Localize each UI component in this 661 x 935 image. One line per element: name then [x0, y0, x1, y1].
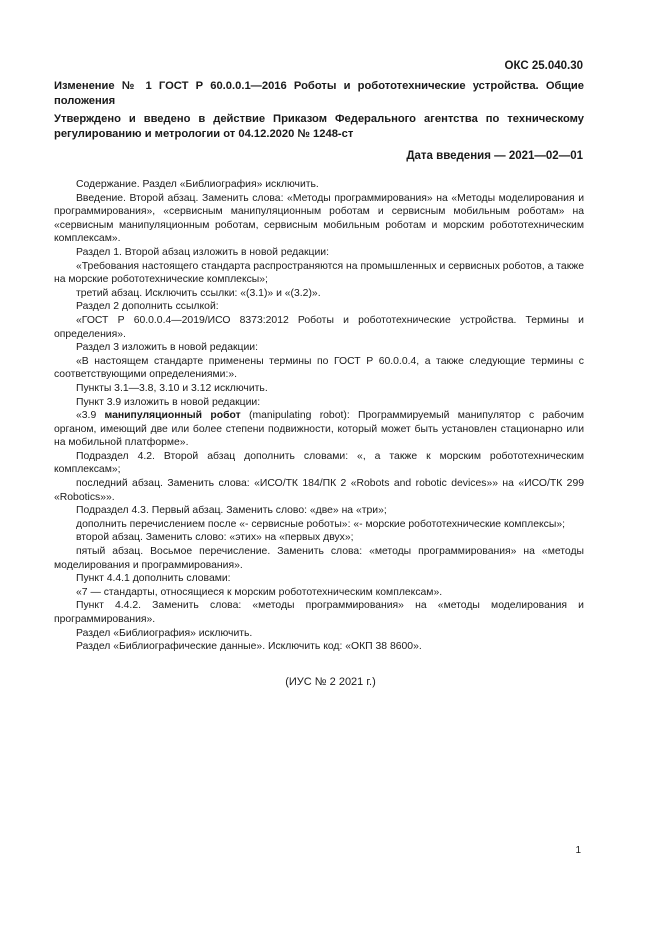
paragraph: второй абзац. Заменить слово: «этих» на «первых двух»;: [76, 532, 354, 544]
paragraph-term-definition: [54, 409, 584, 450]
paragraph: Раздел «Библиографические данные». Исключить код: «ОКП 38 8600».: [76, 641, 422, 653]
paragraph: последний абзац. Заменить слова: «ИСО/ТК 184/ПК 2 «Robots and robotic devices»» на «ИСО/ТК 299 «Robotics»».: [54, 478, 584, 503]
paragraph: третий абзац. Исключить ссылки: «(3.1)» и «(3.2)».: [76, 287, 321, 299]
paragraph: Раздел «Библиография» исключить.: [76, 627, 253, 639]
page-number: 1: [575, 845, 581, 856]
paragraph: дополнить перечислением после «- сервисные роботы»: «- морские робототехнические комплексы»;: [76, 518, 566, 530]
paragraph: Содержание. Раздел «Библиография» исключить.: [76, 179, 319, 190]
paragraph: Раздел 2 дополнить ссылкой:: [76, 301, 219, 313]
term-number: «3.9: [76, 410, 105, 422]
effective-date: Дата введения — 2021—02—01: [406, 150, 583, 162]
change-title: Изменение № 1 ГОСТ Р 60.0.0.1—2016 Роботы и робототехнические устройства. Общие положения: [54, 80, 584, 107]
paragraph: Пункт 4.4.2. Заменить слова: «методы программирования» на «методы моделирования и программирования».: [54, 600, 584, 625]
paragraph: «В настоящем стандарте применены термины по ГОСТ Р 60.0.0.4, а также следующие термины с соответствующими определениями:».: [54, 355, 584, 381]
paragraph: Введение. Второй абзац. Заменить слова: «Методы программирования» на «Методы моделирования и программирования», «сервисным манипуляционным роботам и сервисным мобильным роботам» на «сервисным манипуляционным роботам, сервисным мобильным роботам и морским робототехническим комплексам».: [54, 192, 584, 245]
paragraph: «ГОСТ Р 60.0.0.4—2019/ИСО 8373:2012 Роботы и робототехнические устройства. Термины и определения».: [54, 314, 584, 340]
oks-code: ОКС 25.040.30: [504, 60, 583, 72]
paragraph: «Требования настоящего стандарта распространяются на промышленных и сервисных роботов, а также на морские робототехнические комплексы»;: [54, 260, 584, 286]
paragraph: Подраздел 4.3. Первый абзац. Заменить слово: «две» на «три»;: [76, 505, 387, 517]
document-body: [54, 178, 584, 654]
paragraph: Подраздел 4.2. Второй абзац дополнить словами: «, а также к морским робототехническим комплексам»;: [54, 450, 584, 476]
paragraph: Пункт 3.9 изложить в новой редакции:: [76, 396, 261, 408]
term-definition: (manipulating robot): Программируемый манипулятор с рабочим органом, имеющий две или более степени подвижности, который может быть установлен стационарно или на мобильной платформе».: [54, 410, 584, 449]
paragraph: Пункты 3.1—3.8, 3.10 и 3.12 исключить.: [76, 382, 268, 394]
paragraph: «7 — стандарты, относящиеся к морским робототехническим комплексам».: [76, 586, 443, 598]
paragraph: Раздел 3 изложить в новой редакции:: [76, 342, 258, 354]
paragraph: Пункт 4.4.1 дополнить словами:: [76, 573, 231, 585]
approval-statement: Утверждено и введено в действие Приказом Федерального агентства по техническому регулированию и метрологии от 04.12.2020 № 1248-ст: [54, 113, 584, 140]
ius-reference: (ИУС № 2 2021 г.): [285, 676, 376, 688]
paragraph: пятый абзац. Восьмое перечисление. Заменить слова: «методы программирования» на «методы моделирования и программирования».: [54, 546, 584, 571]
term-name: манипуляционный робот: [104, 410, 241, 422]
paragraph: Раздел 1. Второй абзац изложить в новой редакции:: [76, 246, 329, 258]
